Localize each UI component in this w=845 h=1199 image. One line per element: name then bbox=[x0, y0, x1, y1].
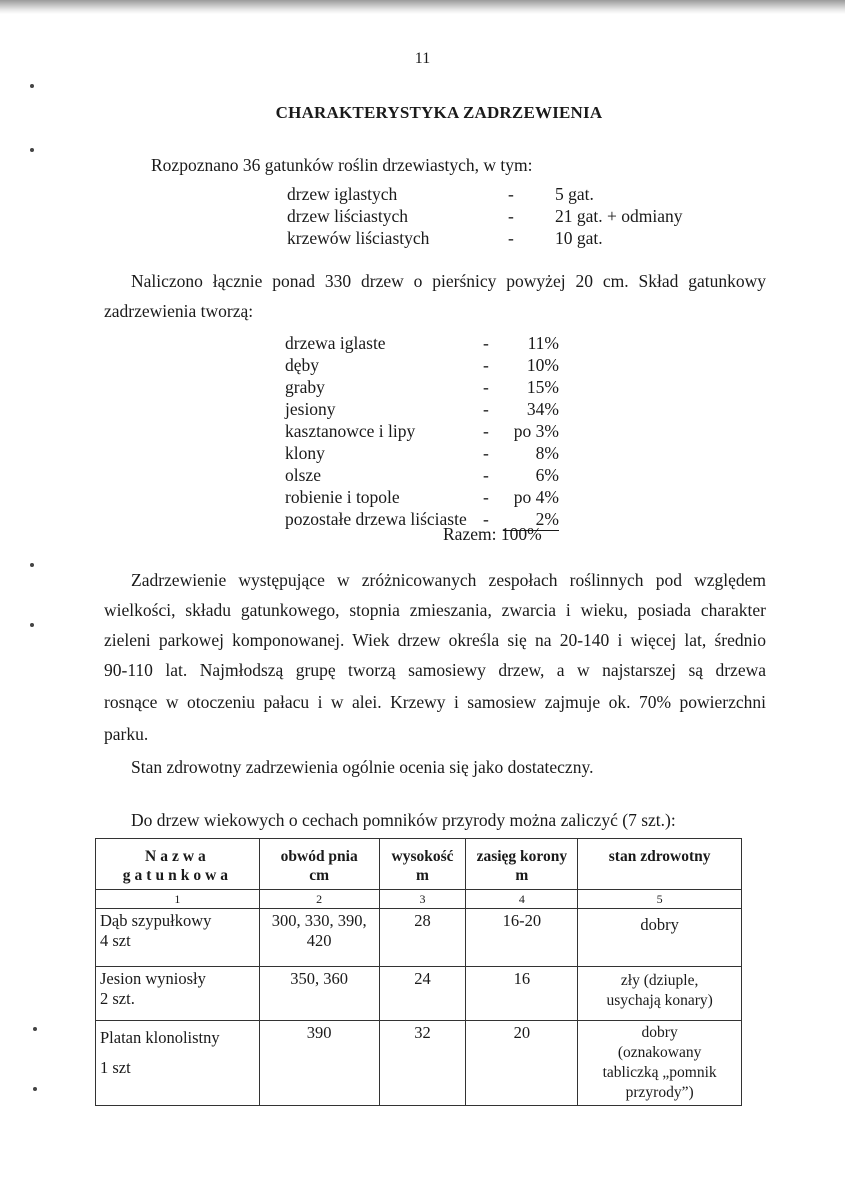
page-title: CHARAKTERYSTYKA ZADRZEWIENIA bbox=[275, 103, 603, 122]
composition-name: kasztanowce i lipy bbox=[285, 421, 416, 441]
group-value: 5 gat. bbox=[555, 184, 594, 204]
crown-cell: 16 bbox=[466, 967, 578, 1021]
list-item bbox=[285, 464, 559, 486]
crown-cell: 20 bbox=[466, 1021, 578, 1106]
composition-name: klony bbox=[285, 443, 325, 463]
dash: - bbox=[508, 228, 514, 248]
list-item bbox=[285, 486, 559, 508]
health-cell: zły (dziuple, usychają konary) bbox=[578, 967, 742, 1021]
table-row bbox=[96, 909, 742, 967]
composition-name: robienie i topole bbox=[285, 487, 400, 507]
dash: - bbox=[483, 465, 489, 485]
count-paragraph-line1: Naliczono łącznie ponad 330 drzew o pierśnicy powyżej 20 cm. Skład gatunkowy bbox=[131, 271, 766, 291]
description-line: 90-110 lat. Najmłodszą grupę tworzą samosiewy drzew, a w najstarszej są drzewa bbox=[104, 660, 766, 680]
girth-cell: 390 bbox=[259, 1021, 379, 1106]
composition-value: 2% bbox=[503, 508, 559, 531]
composition-value: 6% bbox=[535, 465, 559, 485]
column-number: 5 bbox=[578, 890, 742, 909]
composition-name: jesiony bbox=[285, 399, 336, 419]
group-name: krzewów liściastych bbox=[287, 228, 430, 248]
column-header-name: Nazwa gatunkowa bbox=[96, 839, 260, 890]
scan-speck bbox=[30, 84, 34, 88]
dash: - bbox=[483, 509, 489, 529]
list-item bbox=[285, 420, 559, 442]
species-cell: Platan klonolistny 1 szt bbox=[96, 1021, 260, 1106]
height-cell: 28 bbox=[379, 909, 466, 967]
group-value: 10 gat. bbox=[555, 228, 603, 248]
column-number: 2 bbox=[259, 890, 379, 909]
scan-speck bbox=[30, 623, 34, 627]
list-item bbox=[285, 442, 559, 464]
column-number: 1 bbox=[96, 890, 260, 909]
page-number: 11 bbox=[414, 50, 431, 67]
table-row bbox=[96, 1021, 742, 1106]
composition-value: 8% bbox=[535, 443, 559, 463]
species-cell: Dąb szypułkowy 4 szt bbox=[96, 909, 260, 967]
column-number: 3 bbox=[379, 890, 466, 909]
dash: - bbox=[483, 377, 489, 397]
group-name: drzew iglastych bbox=[287, 184, 398, 204]
height-cell: 32 bbox=[379, 1021, 466, 1106]
dash: - bbox=[483, 333, 489, 353]
table-header-row bbox=[96, 839, 742, 890]
description-line: Zadrzewienie występujące w zróżnicowanych zespołach roślinnych pod względem bbox=[131, 570, 766, 590]
list-item bbox=[287, 183, 594, 205]
intro-paragraph: Rozpoznano 36 gatunków roślin drzewiastych, w tym: bbox=[151, 155, 533, 175]
health-cell: dobry (oznakowany tabliczką „pomnik przyrody”) bbox=[578, 1021, 742, 1106]
description-line: zieleni parkowej komponowanej. Wiek drzew określa się na 20-140 i więcej lat, średnio bbox=[104, 630, 766, 650]
description-line: rosnące w otoczeniu pałacu i w alei. Krzewy i samosiew zajmuje ok. 70% powierzchni bbox=[104, 692, 766, 712]
list-item bbox=[285, 508, 559, 530]
species-group-list bbox=[287, 183, 683, 249]
monuments-intro: Do drzew wiekowych o cechach pomników przyrody można zaliczyć (7 szt.): bbox=[131, 810, 676, 830]
health-cell: dobry bbox=[578, 909, 742, 967]
column-header-girth: obwód pnia cm bbox=[259, 839, 379, 890]
scan-edge-shadow bbox=[0, 0, 845, 14]
composition-name: drzewa iglaste bbox=[285, 333, 386, 353]
column-header-crown: zasięg korony m bbox=[466, 839, 578, 890]
scan-speck bbox=[30, 148, 34, 152]
list-item bbox=[285, 376, 559, 398]
dash: - bbox=[508, 206, 514, 226]
composition-value: po 4% bbox=[513, 487, 559, 507]
composition-value: 10% bbox=[526, 355, 559, 375]
dash: - bbox=[508, 184, 514, 204]
group-name: drzew liściastych bbox=[287, 206, 408, 226]
composition-list bbox=[285, 332, 559, 530]
group-value: 21 gat. + odmiany bbox=[555, 206, 683, 226]
description-line: parku. bbox=[104, 724, 149, 744]
column-number: 4 bbox=[466, 890, 578, 909]
scan-speck bbox=[30, 563, 34, 567]
column-number-row bbox=[96, 890, 742, 909]
species-cell: Jesion wyniosły 2 szt. bbox=[96, 967, 260, 1021]
list-item bbox=[285, 398, 559, 420]
monument-trees-table bbox=[95, 838, 742, 1106]
dash: - bbox=[483, 421, 489, 441]
girth-cell: 350, 360 bbox=[259, 967, 379, 1021]
composition-total: Razem: 100% bbox=[443, 524, 542, 544]
composition-name: pozostałe drzewa liściaste bbox=[285, 509, 467, 529]
composition-name: olsze bbox=[285, 465, 321, 485]
scan-speck bbox=[33, 1027, 37, 1031]
composition-value: po 3% bbox=[513, 421, 559, 441]
column-header-height: wysokość m bbox=[379, 839, 466, 890]
count-paragraph-line2: zadrzewienia tworzą: bbox=[104, 301, 254, 321]
list-item bbox=[285, 354, 559, 376]
dash: - bbox=[483, 399, 489, 419]
dash: - bbox=[483, 443, 489, 463]
crown-cell: 16-20 bbox=[466, 909, 578, 967]
health-paragraph: Stan zdrowotny zadrzewienia ogólnie ocenia się jako dostateczny. bbox=[131, 757, 594, 777]
list-item bbox=[285, 332, 559, 354]
composition-name: graby bbox=[285, 377, 325, 397]
table-row bbox=[96, 967, 742, 1021]
composition-value: 11% bbox=[527, 333, 559, 353]
girth-cell: 300, 330, 390, 420 bbox=[259, 909, 379, 967]
description-line: wielkości, składu gatunkowego, stopnia zmieszania, zwarcia i wieku, posiada charakter bbox=[104, 600, 766, 620]
height-cell: 24 bbox=[379, 967, 466, 1021]
composition-value: 34% bbox=[526, 399, 559, 419]
scan-speck bbox=[33, 1087, 37, 1091]
composition-value: 15% bbox=[526, 377, 559, 397]
dash: - bbox=[483, 355, 489, 375]
column-header-health: stan zdrowotny bbox=[578, 839, 742, 890]
list-item bbox=[287, 205, 683, 227]
dash: - bbox=[483, 487, 489, 507]
composition-name: dęby bbox=[285, 355, 320, 375]
list-item bbox=[287, 227, 603, 249]
